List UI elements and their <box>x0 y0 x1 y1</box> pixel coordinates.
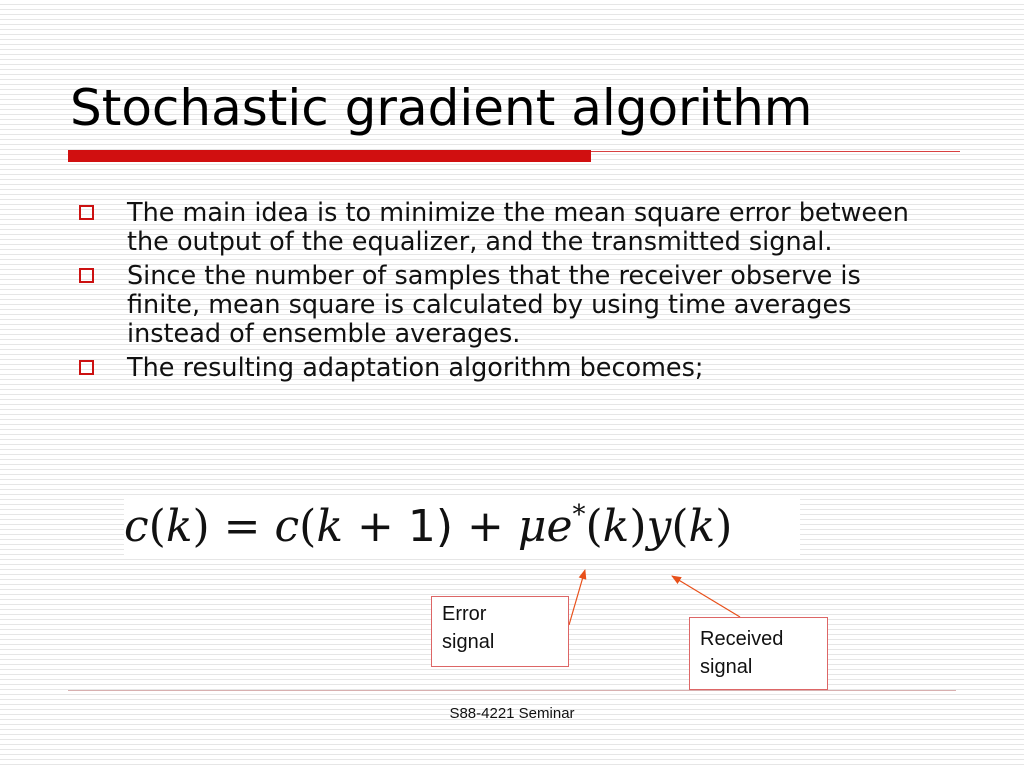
bullet-item <box>78 354 938 383</box>
equation-k: k <box>602 501 630 552</box>
equation-k: k <box>688 501 716 552</box>
error-signal-callout: Error signal <box>431 596 569 667</box>
error-signal-arrow <box>569 570 585 625</box>
equation-paren: ) <box>629 501 647 552</box>
equation-equals: = <box>209 501 275 552</box>
equation-y: y <box>646 501 672 552</box>
equation-paren: ) <box>192 501 210 552</box>
equation-conjugate-star: * <box>572 500 586 530</box>
title-underline-accent <box>68 150 591 162</box>
footer-text: S88-4221 Seminar <box>449 705 575 722</box>
equation-plus-one: + 1) + <box>343 501 518 552</box>
title-underline-rule <box>591 151 960 152</box>
hollow-square-bullet-icon <box>79 360 94 375</box>
equation-paren: ( <box>671 501 689 552</box>
received-signal-callout: Received signal <box>689 617 828 690</box>
equation-panel <box>124 496 800 558</box>
equation-paren: ( <box>299 501 317 552</box>
bullet-text: The resulting adaptation algorithm becomes; <box>127 353 704 383</box>
bullet-item <box>78 262 938 349</box>
bullet-item <box>78 199 938 257</box>
equation-k: k <box>316 501 344 552</box>
equation-paren: ( <box>148 501 166 552</box>
footer-rule <box>68 690 956 691</box>
equation-lhs-c: c <box>124 501 149 552</box>
equation-paren: ) <box>715 501 733 552</box>
equation-rhs-c: c <box>274 501 300 552</box>
bullet-text: The main idea is to minimize the mean square error between the output of the equalizer, and the transmitted signal. <box>127 198 909 257</box>
equation-mu-e: μe <box>517 501 573 552</box>
equation-paren: ( <box>585 501 603 552</box>
hollow-square-bullet-icon <box>79 205 94 220</box>
equation-k: k <box>165 501 193 552</box>
received-signal-arrow <box>672 576 740 617</box>
hollow-square-bullet-icon <box>79 268 94 283</box>
slide-title: Stochastic gradient algorithm <box>70 79 813 137</box>
bullet-text: Since the number of samples that the receiver observe is finite, mean square is calculated by using time averages instead of ensemble averages. <box>127 261 861 349</box>
equation <box>124 498 732 556</box>
bullet-list <box>78 199 938 388</box>
